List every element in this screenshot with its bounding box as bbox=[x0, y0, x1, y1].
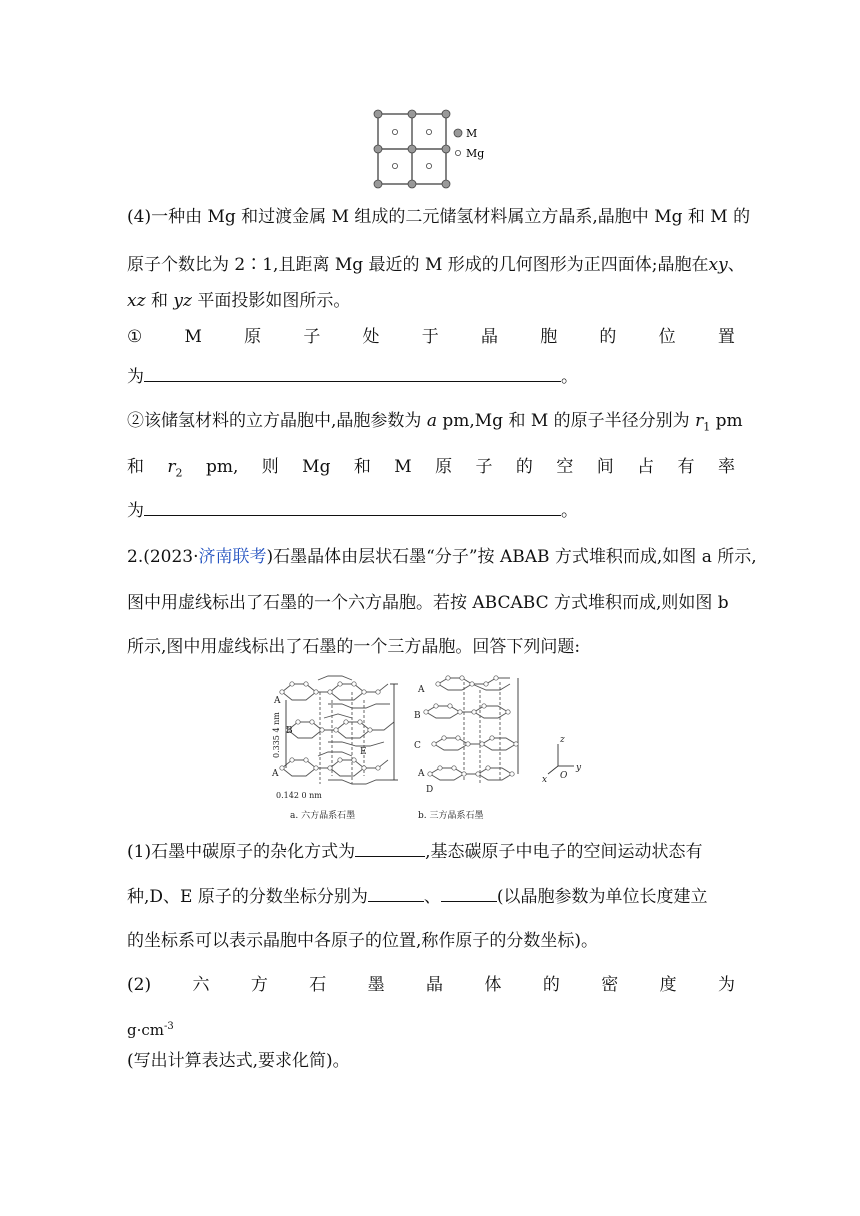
figure-element bbox=[282, 676, 390, 708]
text-segment: 平面投影如图所示。 bbox=[191, 291, 351, 311]
text-segment: 方 bbox=[250, 975, 268, 995]
figure-element bbox=[446, 676, 450, 680]
q2-line3 bbox=[127, 636, 580, 658]
figure-element bbox=[548, 766, 558, 774]
q4-para-line1 bbox=[127, 206, 750, 228]
figure-element bbox=[271, 685, 582, 821]
text-segment: 的 bbox=[599, 327, 617, 347]
q4-sub2-line1 bbox=[127, 410, 743, 438]
text-segment: 墨 bbox=[367, 975, 385, 995]
figure-element bbox=[426, 706, 508, 718]
m-atom bbox=[408, 145, 416, 153]
text-segment: 。 bbox=[561, 501, 578, 521]
text-segment: 种,D、E 原子的分数坐标分别为 bbox=[127, 887, 368, 907]
figure-element bbox=[310, 720, 314, 724]
q2-1-line2 bbox=[127, 886, 708, 908]
text-segment: 所示,图中用虚线标出了石墨的一个三方晶胞。回答下列问题: bbox=[127, 637, 581, 657]
figure-element bbox=[494, 676, 498, 680]
q2-line2 bbox=[127, 592, 729, 614]
figure-element bbox=[434, 738, 516, 750]
q4-sub1-line bbox=[127, 326, 735, 348]
text-segment: pm, bbox=[205, 457, 239, 477]
text-segment: 度 bbox=[659, 975, 677, 995]
text-segment: 间 bbox=[596, 457, 614, 477]
figure-element bbox=[436, 682, 440, 686]
mg-atom bbox=[426, 129, 431, 134]
figure-element bbox=[334, 728, 338, 732]
figure-element bbox=[376, 766, 380, 770]
m-atom bbox=[374, 110, 382, 118]
figure-element bbox=[290, 758, 294, 762]
text-segment: -3 bbox=[164, 1021, 174, 1032]
figure-element bbox=[362, 766, 366, 770]
q4-sub2-answer-line bbox=[127, 500, 578, 522]
figure-element bbox=[344, 720, 348, 724]
text-segment: 的 bbox=[515, 457, 533, 477]
label-a-b: B bbox=[286, 726, 293, 736]
text-segment: 位 bbox=[658, 327, 676, 347]
figure-element bbox=[480, 742, 484, 746]
text-segment: (4)一种由 Mg 和过渡金属 M 组成的二元储氢材料属立方晶系,晶胞中 Mg 和 M 的 bbox=[127, 207, 751, 227]
figure-element bbox=[352, 682, 356, 686]
m-atom bbox=[374, 145, 382, 153]
figure-element bbox=[458, 710, 462, 714]
mg-atom bbox=[426, 163, 431, 168]
text-segment: 的坐标系可以表示晶胞中各原子的位置,称作原子的分数坐标)。 bbox=[127, 931, 599, 951]
legend-m-marker bbox=[454, 129, 462, 137]
text-segment: 体 bbox=[484, 975, 502, 995]
figure-element bbox=[290, 682, 294, 686]
legend-mg-marker bbox=[455, 150, 460, 155]
text-segment: 处 bbox=[362, 327, 380, 347]
m-atom bbox=[408, 110, 416, 118]
text-segment: 则 bbox=[261, 457, 279, 477]
graphite-a-layer-2 bbox=[288, 714, 394, 746]
figure-element bbox=[456, 736, 460, 740]
figure-element bbox=[304, 682, 308, 686]
text-segment: 子 bbox=[303, 327, 321, 347]
figure-element bbox=[482, 704, 486, 708]
text-segment: 为 bbox=[718, 975, 735, 995]
figure-element bbox=[470, 682, 474, 686]
q4-para-line3 bbox=[127, 290, 350, 312]
label-a-bottom: A bbox=[272, 769, 279, 779]
figure-element bbox=[328, 690, 332, 694]
figure-element bbox=[476, 772, 480, 776]
graphite-b-layer-3 bbox=[434, 738, 516, 750]
figure-element bbox=[280, 676, 518, 776]
figure-element bbox=[280, 766, 284, 770]
text-segment: 的 bbox=[542, 975, 560, 995]
text-segment: g·cm bbox=[127, 1021, 164, 1039]
text-segment: M bbox=[394, 457, 412, 477]
axis-y-label: y bbox=[576, 763, 582, 773]
answer-blank-occupancy[interactable] bbox=[144, 500, 561, 516]
figure-element bbox=[510, 772, 514, 776]
figure-element bbox=[432, 742, 436, 746]
figure-element bbox=[472, 710, 476, 714]
text-segment: pm,Mg 和 M 的原子半径分别为 bbox=[436, 411, 696, 431]
figure-element bbox=[464, 682, 500, 784]
figure-element bbox=[282, 676, 574, 784]
text-segment: 有 bbox=[677, 457, 695, 477]
figure-element bbox=[288, 714, 394, 746]
text-segment: xy bbox=[708, 255, 728, 275]
caption-b: b. 三方晶系石墨 bbox=[418, 811, 484, 821]
q2-1-line1 bbox=[127, 841, 703, 863]
q4-sub1-answer-line bbox=[127, 366, 578, 388]
figure-element bbox=[462, 772, 466, 776]
q2-1-line3 bbox=[127, 930, 598, 952]
text-segment: 2.(2023· bbox=[127, 547, 199, 567]
figure-element bbox=[320, 728, 324, 732]
text-segment: ) bbox=[266, 547, 274, 567]
figure-element bbox=[358, 720, 362, 724]
answer-blank-e-coordinate[interactable] bbox=[441, 886, 497, 902]
figure-element bbox=[484, 682, 488, 686]
text-segment: r bbox=[695, 411, 704, 431]
label-e: E bbox=[360, 747, 367, 757]
text-segment: ① bbox=[127, 327, 143, 347]
figure-element bbox=[490, 736, 494, 740]
answer-blank-position[interactable] bbox=[144, 366, 561, 382]
figure-element bbox=[314, 766, 318, 770]
m-atom bbox=[374, 180, 382, 188]
projection-figure bbox=[368, 108, 498, 190]
m-atom bbox=[408, 180, 416, 188]
label-b-b: B bbox=[414, 711, 421, 721]
text-segment: a bbox=[426, 411, 437, 431]
figure-element bbox=[486, 766, 490, 770]
figure-element bbox=[368, 728, 372, 732]
m-atom bbox=[442, 110, 450, 118]
axis-x-label: x bbox=[542, 775, 548, 785]
figure-element bbox=[442, 736, 446, 740]
figure-element bbox=[452, 766, 456, 770]
q4-para-line2 bbox=[127, 254, 745, 276]
text-segment: (1)石墨中碳原子的杂化方式为 bbox=[127, 842, 356, 862]
figure-element bbox=[338, 758, 342, 762]
figure-element bbox=[304, 758, 308, 762]
q4-sub2-line2 bbox=[127, 456, 735, 484]
text-segment: (2) bbox=[127, 975, 152, 995]
text-segment: 、 bbox=[727, 255, 745, 275]
figure-element bbox=[448, 704, 452, 708]
axis-z-label: z bbox=[560, 735, 565, 745]
answer-blank-hybridization[interactable] bbox=[355, 841, 425, 857]
text-segment: Mg bbox=[302, 457, 331, 477]
text-segment: 为 bbox=[127, 501, 144, 521]
text-segment: 和 bbox=[127, 457, 144, 477]
figure-element bbox=[466, 742, 470, 746]
text-segment: 六 bbox=[192, 975, 210, 995]
label-b-a-top: A bbox=[418, 685, 425, 695]
q2-2-line1 bbox=[127, 974, 735, 996]
q2-line1 bbox=[127, 546, 757, 568]
graphite-b-layer-2 bbox=[426, 706, 508, 718]
text-segment: 原子个数比为 2∶1,且距离 Mg 最近的 M 形成的几何图形为正四面体;晶胞在 bbox=[127, 255, 709, 275]
source-tag: 济南联考 bbox=[198, 547, 267, 567]
label-bond: 0.142 0 nm bbox=[276, 791, 322, 800]
text-segment: 为 bbox=[127, 367, 144, 387]
graphite-figure bbox=[268, 672, 598, 828]
text-segment: (以晶胞参数为单位长度建立 bbox=[496, 887, 708, 907]
m-atom bbox=[442, 180, 450, 188]
label-height: 0.335 4 nm bbox=[272, 712, 281, 758]
text-segment: M bbox=[184, 327, 202, 347]
text-segment: 子 bbox=[475, 457, 493, 477]
q2-2-note-line bbox=[127, 1050, 350, 1072]
text-segment: xz bbox=[127, 291, 146, 311]
figure-element bbox=[352, 758, 356, 762]
figure-element bbox=[314, 690, 318, 694]
text-segment: yz bbox=[173, 291, 192, 311]
figure-element bbox=[280, 690, 284, 694]
legend-m-label: M bbox=[466, 127, 478, 140]
mg-atom bbox=[392, 129, 397, 134]
text-segment: 和 bbox=[353, 457, 371, 477]
label-b-c: C bbox=[414, 741, 421, 751]
text-segment: (写出计算表达式,要求化简)。 bbox=[127, 1051, 350, 1071]
text-segment: 置 bbox=[717, 327, 735, 347]
graphite-a-layer-1 bbox=[282, 676, 390, 708]
text-segment: 率 bbox=[717, 457, 735, 477]
figure-element bbox=[362, 690, 366, 694]
graphite-a-layer-3 bbox=[282, 752, 390, 784]
text-segment: 图中用虚线标出了石墨的一个六方晶胞。若按 ABCABC 方式堆积而成,则如图 b bbox=[127, 593, 729, 613]
text-segment: 原 bbox=[244, 327, 262, 347]
text-segment: 于 bbox=[421, 327, 439, 347]
figure-element bbox=[338, 682, 342, 686]
text-segment: 密 bbox=[601, 975, 619, 995]
figure-element bbox=[460, 676, 464, 680]
figure-element bbox=[428, 772, 432, 776]
text-segment: r bbox=[167, 457, 176, 477]
text-segment: 1 bbox=[703, 420, 711, 434]
text-segment: pm bbox=[710, 411, 743, 431]
axis-triad bbox=[548, 744, 574, 774]
figure-element bbox=[282, 752, 390, 784]
legend-mg-label: Mg bbox=[466, 147, 485, 160]
m-atom bbox=[442, 145, 450, 153]
figure-element bbox=[328, 766, 332, 770]
text-segment: 。 bbox=[561, 367, 578, 387]
figure-element bbox=[514, 742, 518, 746]
figure-element bbox=[434, 704, 438, 708]
text-segment: 晶 bbox=[480, 327, 498, 347]
answer-blank-d-coordinate[interactable] bbox=[368, 886, 424, 902]
text-segment: 占 bbox=[637, 457, 655, 477]
caption-a: a. 六方晶系石墨 bbox=[290, 811, 356, 821]
text-segment: ,基态碳原子中电子的空间运动状态有 bbox=[425, 842, 703, 862]
label-b-a-bottom: A bbox=[418, 769, 425, 779]
text-segment: 2 bbox=[175, 466, 183, 480]
mg-atom bbox=[392, 163, 397, 168]
figure-element bbox=[438, 766, 442, 770]
text-segment: 空 bbox=[556, 457, 574, 477]
figure-element bbox=[376, 690, 380, 694]
text-segment: 石 bbox=[309, 975, 327, 995]
text-segment: 晶 bbox=[426, 975, 444, 995]
label-a-top: A bbox=[274, 696, 281, 706]
label-b-d: D bbox=[426, 785, 434, 795]
axis-origin-label: O bbox=[560, 771, 568, 781]
figure-element bbox=[296, 720, 300, 724]
q2-2-unit-line bbox=[127, 1016, 174, 1041]
figure-element bbox=[424, 710, 428, 714]
text-segment: 和 bbox=[145, 291, 174, 311]
text-segment: 石墨晶体由层状石墨“分子”按 ABAB 方式堆积而成,如图 a 所示, bbox=[273, 547, 757, 567]
text-segment: 胞 bbox=[540, 327, 558, 347]
text-segment: 原 bbox=[435, 457, 453, 477]
text-segment: 、 bbox=[423, 887, 441, 907]
text-segment: ②该储氢材料的立方晶胞中,晶胞参数为 bbox=[127, 411, 427, 431]
figure-element bbox=[506, 710, 510, 714]
